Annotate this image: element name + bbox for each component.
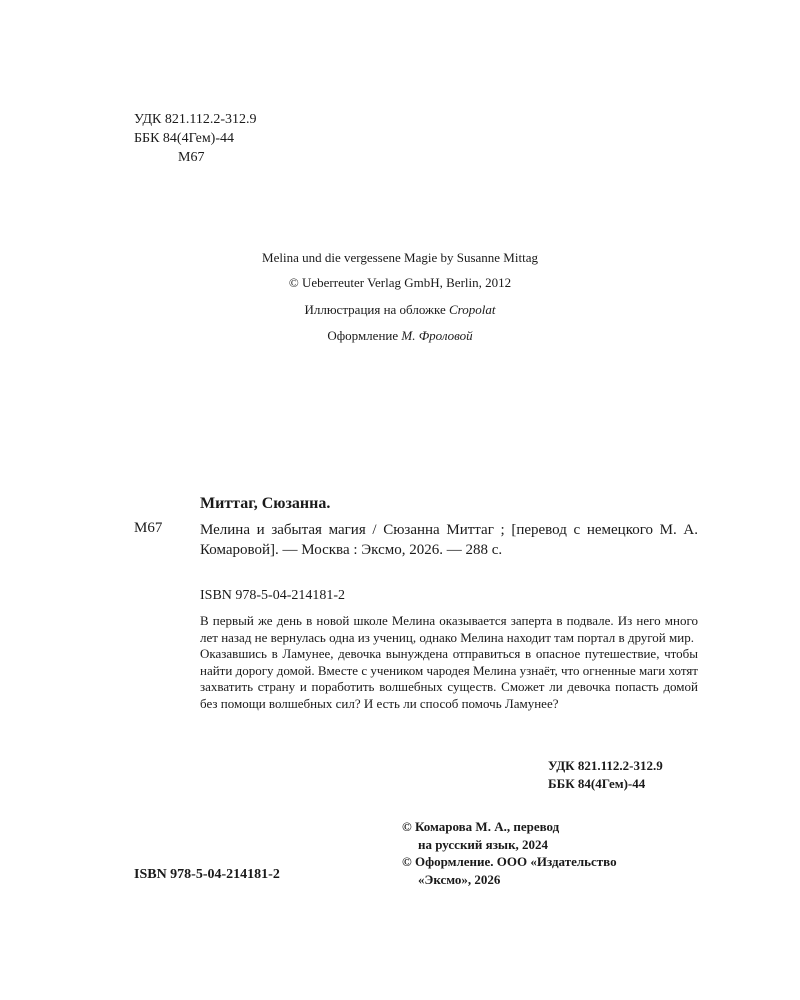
- bbk-value: 84(4Гем)-44: [162, 131, 235, 146]
- udk-label: УДК: [134, 112, 162, 127]
- design-copyright-line-1: © Оформление. ООО «Издательство: [402, 854, 617, 869]
- author-mark-top: М67: [178, 150, 205, 165]
- design-label: Оформление: [327, 328, 402, 343]
- translation-copyright-line-2: на русский язык, 2024: [418, 836, 549, 852]
- cover-illustration-line: [0, 302, 800, 318]
- copyright-block: [402, 818, 702, 888]
- designer-name: М. Фроловой: [401, 328, 473, 343]
- udk-row: [134, 110, 257, 129]
- udk-right: УДК 821.112.2-312.9: [548, 758, 663, 773]
- isbn-line: ISBN 978-5-04-214181-2: [200, 588, 346, 603]
- author-heading: Миттаг, Сюзанна.: [200, 495, 331, 512]
- design-copyright-line-2: «Эксмо», 2026: [418, 871, 501, 887]
- bbk-right: ББК 84(4Гем)-44: [548, 776, 646, 791]
- original-copyright-line: © Ueberreuter Verlag GmbH, Berlin, 2012: [288, 275, 512, 290]
- design-line: [0, 328, 800, 344]
- bbk-row: [134, 129, 257, 148]
- annotation-paragraph-2: Оказавшись в Ламунее, девочка вынуждена отправиться в опасное путешествие, чтобы найти дорогу домой. Вместе с учеником чародея Мелина узнаёт, что огненные маги хотят захватить страну и поработить волшебных существ. Сможет ли девочка попасть домой без помощи волшебных сил? И есть ли способ помочь Ламунее?: [200, 646, 698, 711]
- annotation: [200, 613, 698, 712]
- udk-value: 821.112.2-312.9: [164, 112, 257, 127]
- translation-copyright-line-1: © Комарова М. А., перевод: [402, 819, 560, 834]
- isbn-bottom: ISBN 978-5-04-214181-2: [134, 867, 280, 882]
- author-mark: М67: [134, 520, 163, 536]
- bbk-label: ББК: [134, 131, 160, 146]
- classification-codes: [134, 110, 257, 167]
- classification-codes-right: [548, 757, 663, 793]
- cover-illustrator-name: Cropolat: [449, 302, 496, 317]
- original-title-line: Melina und die vergessene Magie by Susanne Mittag: [262, 250, 538, 265]
- cover-illustration-label: Иллюстрация на обложке: [304, 302, 450, 317]
- annotation-paragraph-1: В первый же день в новой школе Мелина оказывается заперта в подвале. Из него много лет назад не вернулась одна из учениц, однако Мелина находит там портал в другой мир.: [200, 613, 698, 645]
- bibliographic-description: Мелина и забытая магия / Сюзанна Миттаг ; [перевод с немецкого М. А. Комаровой]. — Москва : Эксмо, 2026. — 288 с.: [200, 522, 698, 558]
